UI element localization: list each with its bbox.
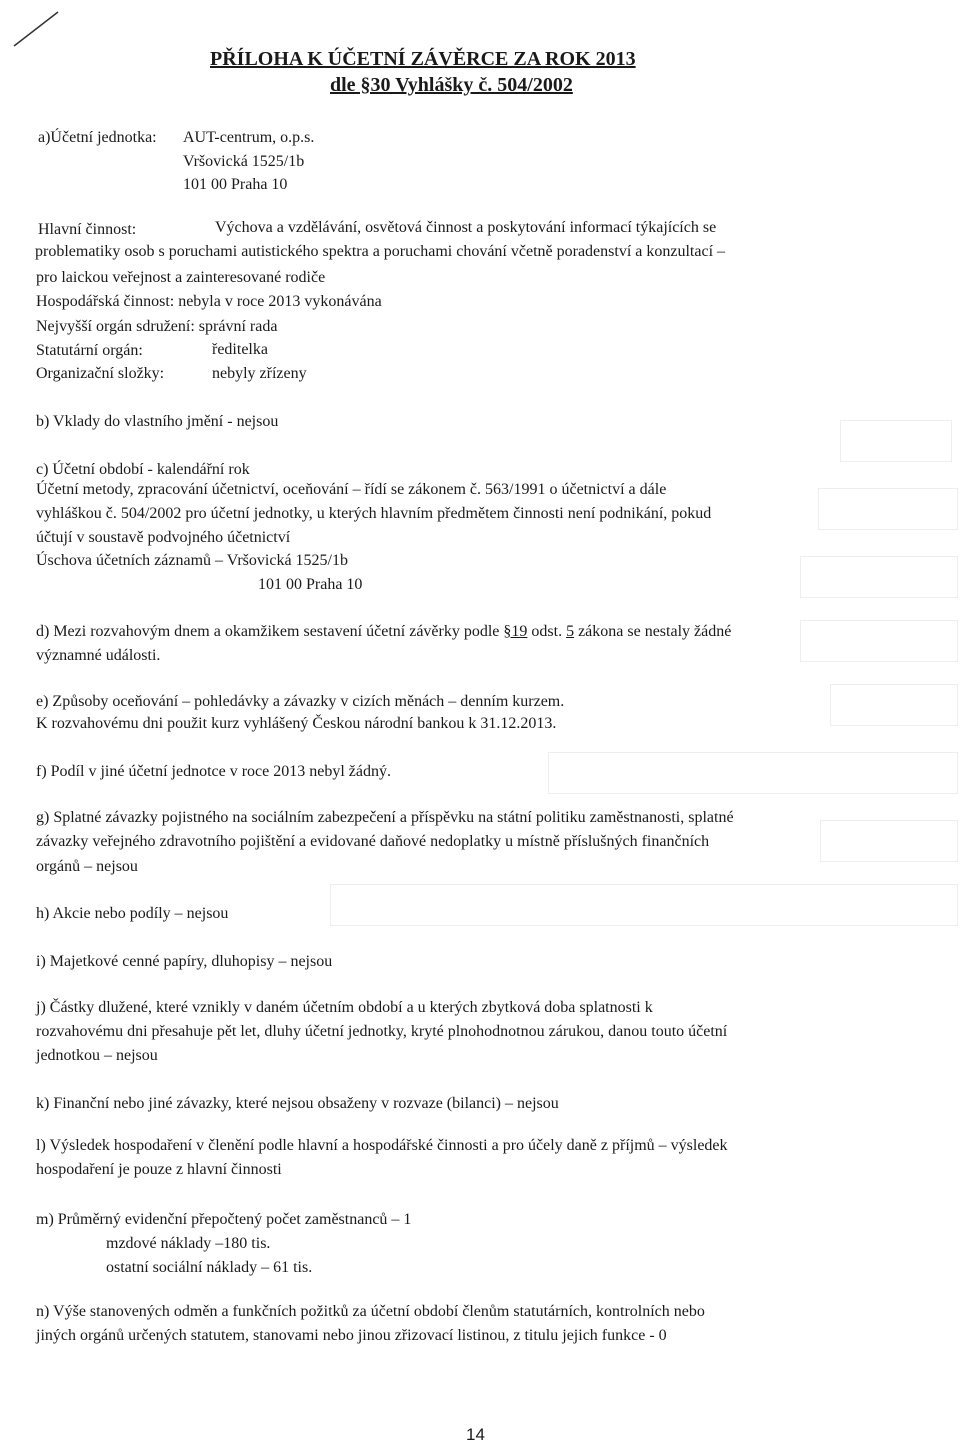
section-l-line-1: l) Výsledek hospodaření v členění podle hlavní a hospodářské činnosti a pro účely daně z příjmů – výsledek [36, 1137, 728, 1154]
section-e-line-2: K rozvahovému dni použit kurz vyhlášený Českou národní bankou k 31.12.2013. [36, 715, 557, 732]
units-value: nebyly zřízeny [212, 365, 307, 382]
section-m-line-2: mzdové náklady –180 tis. [106, 1235, 271, 1252]
section-d-part-3: zákona se nestaly žádné [578, 623, 732, 640]
section-j-line-1: j) Částky dlužené, které vznikly v daném účetním období a u kterých zbytková doba splatnosti k [36, 999, 653, 1016]
section-g-line-1: g) Splatné závazky pojistného na sociálním zabezpečení a příspěvku na státní politiku zaměstnanosti, splatné [36, 809, 734, 826]
section-d-line-2: významné události. [36, 647, 161, 664]
main-activity-line-3: pro laickou veřejnost a zainteresované rodiče [36, 269, 326, 286]
section-m-line-3: ostatní sociální náklady – 61 tis. [106, 1259, 313, 1276]
section-n-line-2: jiných orgánů určených statutem, stanovami nebo jinou zřizovací listinou, z titulu jejich funkce - 0 [36, 1327, 667, 1344]
section-e-line-1: e) Způsoby oceňování – pohledávky a závazky v cizích měnách – denním kurzem. [36, 693, 565, 710]
page-number: 14 [466, 1425, 485, 1444]
section-c-line-3: vyhláškou č. 504/2002 pro účetní jednotky, u kterých hlavním předmětem činnosti není podnikání, pokud [36, 505, 712, 522]
section-d-line-1 [36, 622, 731, 642]
main-activity-line-2: problematiky osob s poruchami autistického spektra a poruchami chování včetně poradenství a konzultací – [35, 243, 726, 260]
section-l-line-2: hospodaření je pouze z hlavní činnosti [36, 1161, 282, 1178]
entity-name: AUT-centrum, o.p.s. [183, 129, 315, 146]
section-i: i) Majetkové cenné papíry, dluhopisy – nejsou [36, 953, 333, 970]
section-c-line-1: c) Účetní období - kalendářní rok [36, 461, 250, 478]
section-j-line-3: jednotkou – nejsou [36, 1047, 158, 1064]
section-g-line-3: orgánů – nejsou [36, 858, 138, 875]
entity-city: 101 00 Praha 10 [183, 176, 288, 193]
section-f: f) Podíl v jiné účetní jednotce v roce 2013 nebyl žádný. [36, 763, 392, 780]
main-activity-line-1: Výchova a vzdělávání, osvětová činnost a poskytování informací týkajících se [215, 219, 717, 236]
section-c-line-6: 101 00 Praha 10 [258, 576, 363, 593]
section-h: h) Akcie nebo podíly – nejsou [36, 905, 229, 922]
title-line-2: dle §30 Vyhlášky č. 504/2002 [330, 74, 573, 96]
section-d-part-2: odst. [531, 623, 563, 640]
section-c-line-4: účtují v soustavě podvojného účetnictví [36, 529, 291, 546]
section-j-line-2: rozvahovému dni přesahuje pět let, dluhy účetní jednotky, kryté plnohodnotnou zárukou, danou touto účetní [36, 1023, 728, 1040]
section-m-line-1: m) Průměrný evidenční přepočtený počet zaměstnanců – 1 [36, 1211, 412, 1228]
section-k: k) Finanční nebo jiné závazky, které nejsou obsaženy v rozvaze (bilanci) – nejsou [36, 1095, 559, 1112]
section-d-paragraph: §19 [503, 623, 528, 640]
section-c-line-2: Účetní metody, zpracování účetnictví, oceňování – řídí se zákonem č. 563/1991 o účetnictví a dále [36, 481, 667, 498]
entity-street: Vršovická 1525/1b [183, 153, 305, 170]
entity-label: a)Účetní jednotka: [38, 129, 157, 146]
section-d-part-1: d) Mezi rozvahovým dnem a okamžikem sestavení účetní závěrky podle [36, 623, 500, 640]
top-body: Nejvyšší orgán sdružení: správní rada [36, 318, 278, 335]
economic-activity: Hospodářská činnost: nebyla v roce 2013 vykonávána [36, 293, 382, 310]
section-g-line-2: závazky veřejného zdravotního pojištění a evidované daňové nedoplatky u místně příslušných finančních [36, 833, 710, 850]
pen-stroke-mark [12, 8, 62, 48]
section-b: b) Vklady do vlastního jmění - nejsou [36, 413, 279, 430]
statutory-value: ředitelka [212, 341, 268, 358]
section-c-line-5: Úschova účetních záznamů – Vršovická 1525/1b [36, 552, 348, 569]
statutory-label: Statutární orgán: [36, 342, 143, 359]
section-n-line-1: n) Výše stanovených odměn a funkčních požitků za účetní období členům statutárních, kontrolních nebo [36, 1303, 705, 1320]
title-line-1: PŘÍLOHA K ÚČETNÍ ZÁVĚRCE ZA ROK 2013 [210, 48, 636, 70]
main-activity-label: Hlavní činnost: [38, 221, 137, 238]
section-d-number: 5 [566, 623, 575, 640]
units-label: Organizační složky: [36, 365, 165, 382]
